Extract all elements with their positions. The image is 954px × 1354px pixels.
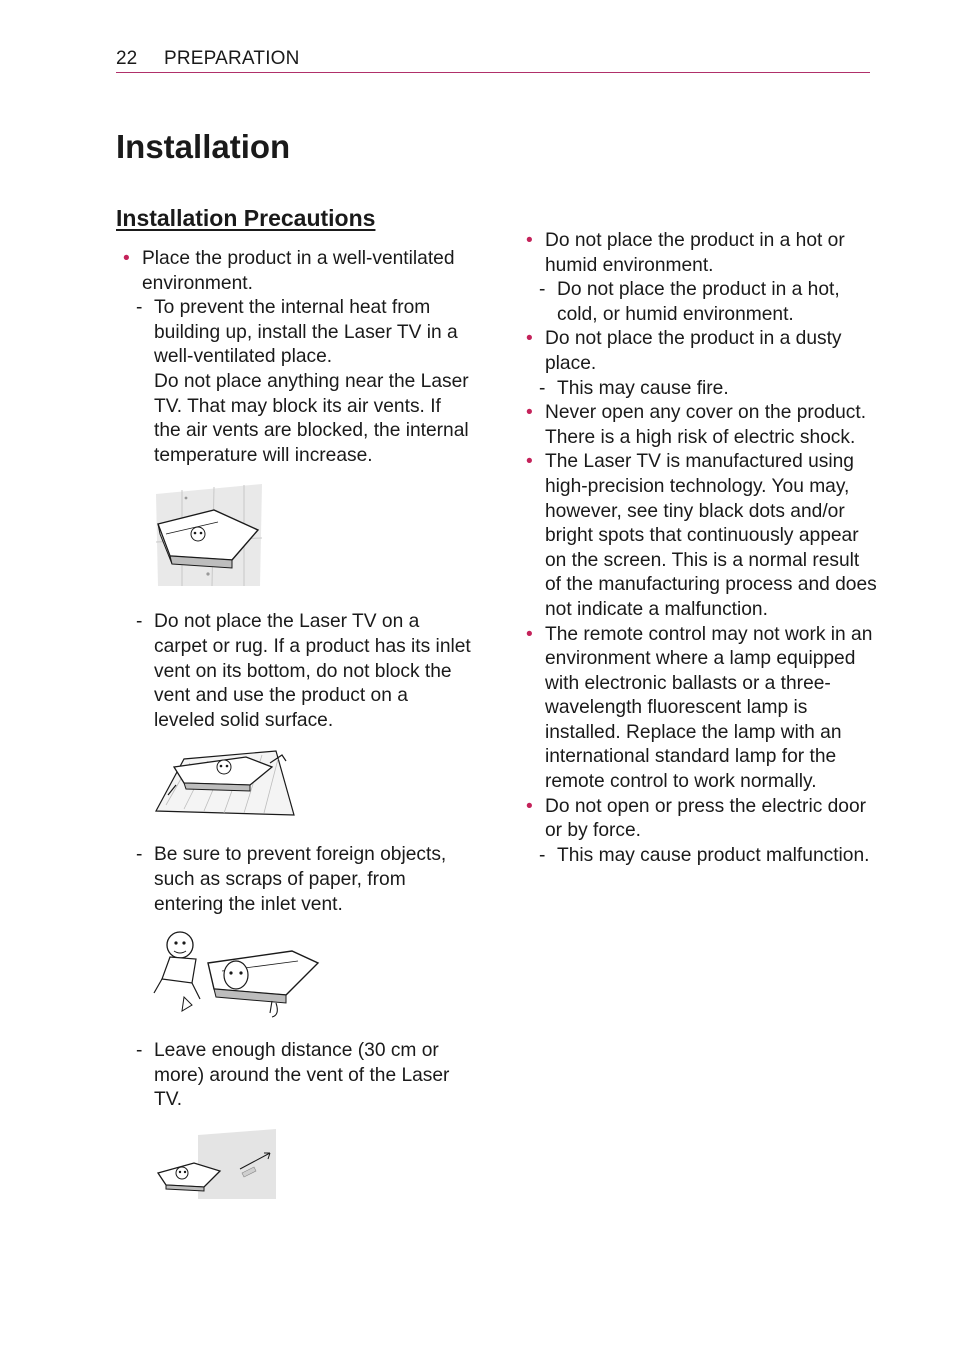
bullet-marker: • — [526, 328, 533, 350]
bullet-text: Do not open or press the electric door or by force. — [545, 795, 867, 842]
dash-item — [519, 377, 879, 402]
bullet-marker: • — [526, 623, 533, 645]
bullet-text: Do not place the product in a dusty place. — [545, 328, 842, 374]
dash-text: Leave enough distance (30 cm or more) around the vent of the Laser TV. — [154, 1040, 450, 1111]
bullet-item — [519, 401, 879, 450]
dash-item — [116, 1039, 471, 1113]
right-column — [519, 229, 879, 868]
page-title: Installation — [116, 128, 291, 165]
bullet-marker: • — [526, 795, 533, 817]
dash-marker: - — [136, 297, 143, 319]
dash-text: This may cause fire. — [557, 377, 729, 399]
bullet-text: The Laser TV is manufactured using high-precision technology. You may, however, see tiny black dots and/or bright spots that continuously appear on the screen. This is a normal result of the manufacturing process and does not indicate a malfunction. — [545, 451, 877, 620]
bullet-marker: • — [123, 248, 130, 269]
illustration-clearance — [154, 1127, 471, 1201]
dash-text: Do not place the Laser TV on a carpet or rug. If a product has its inlet vent on its bottom, do not block the vent and use the product on a leveled solid surface. — [154, 611, 471, 731]
dash-item — [116, 843, 471, 917]
bullet-item — [519, 229, 879, 278]
section-subtitle: Installation Precautions — [116, 205, 376, 231]
dash-text: Do not place anything near the Laser TV. That may block its air vents. If the air vents are blocked, the internal temperature will increase. — [154, 370, 469, 466]
illustration-carpet — [154, 745, 471, 817]
dash-marker: - — [136, 844, 143, 866]
dash-text: To prevent the internal heat from building up, install the Laser TV in a well-ventilated place. — [154, 297, 458, 368]
dash-marker: - — [136, 611, 143, 633]
dash-item — [519, 844, 879, 869]
bullet-item — [519, 327, 879, 376]
bullet-text: Place the product in a well-ventilated environment. — [142, 248, 455, 294]
section-label: PREPARATION — [164, 48, 300, 69]
bullet-text: The remote control may not work in an environment where a lamp equipped with electronic ballasts or a three-wavelength fluorescent lamp is installed. Replace the lamp with an international standard lamp for the remote control to work normally. — [545, 623, 873, 793]
bullet-item — [519, 623, 879, 795]
bullet-text: Do not place the product in a hot or humid environment. — [545, 230, 845, 276]
illustration-foreign-objects — [152, 927, 471, 1019]
dash-text: Be sure to prevent foreign objects, such as scraps of paper, from entering the inlet vent. — [154, 844, 447, 915]
dash-marker: - — [539, 279, 546, 301]
dash-item — [519, 278, 879, 327]
dash-item — [116, 610, 471, 733]
dash-text: Do not place the product in a hot, cold, or humid environment. — [557, 279, 840, 325]
dash-continuation — [116, 370, 471, 468]
bullet-marker: • — [526, 451, 533, 473]
bullet-item — [519, 795, 879, 844]
bullet-text: Never open any cover on the product. There is a high risk of electric shock. — [545, 402, 867, 448]
dash-marker: - — [539, 844, 546, 866]
bullet-item — [116, 247, 471, 296]
dash-marker: - — [136, 1040, 143, 1062]
dash-item — [116, 296, 471, 370]
illustration-wall-vents — [152, 482, 471, 588]
left-column — [116, 247, 471, 1201]
bullet-marker: • — [526, 230, 533, 251]
bullet-marker: • — [526, 402, 533, 424]
page-header — [116, 47, 870, 73]
dash-marker: - — [539, 377, 546, 399]
bullet-item — [519, 450, 879, 622]
page-number: 22 — [116, 48, 138, 69]
dash-text: This may cause product malfunction. — [557, 844, 870, 866]
